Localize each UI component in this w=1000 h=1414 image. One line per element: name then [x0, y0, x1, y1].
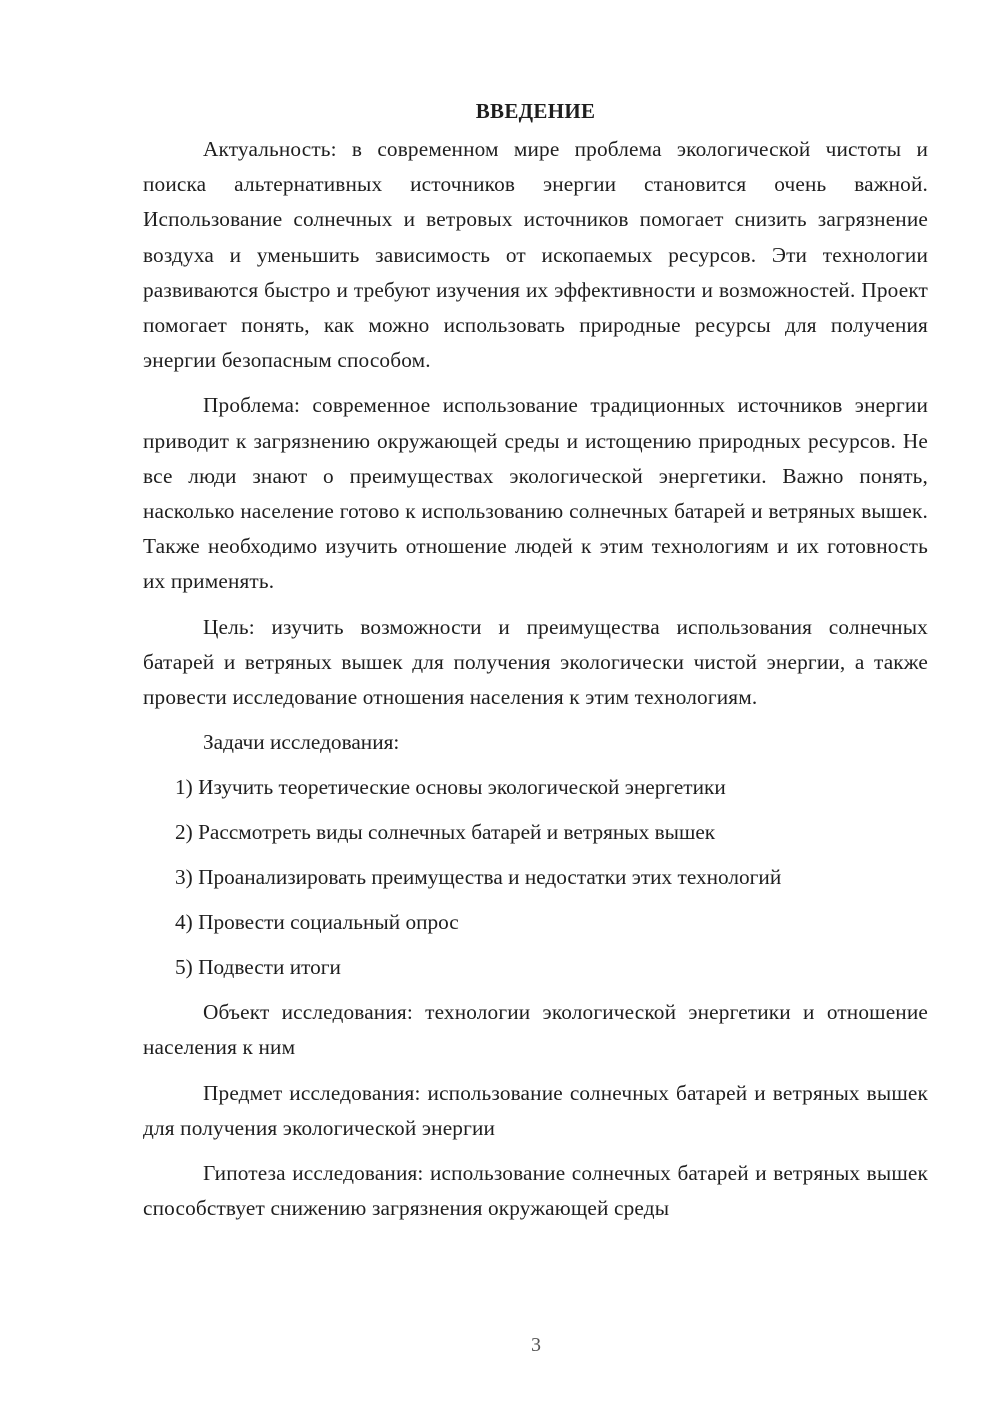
list-item: 1) Изучить теоретические основы экологической энергетики [175, 775, 726, 800]
list-item: 5) Подвести итоги [175, 955, 341, 980]
tasks-list [143, 770, 928, 985]
relevance-paragraph: Актуальность: в современном мире проблема экологической чистоты и поиска альтернативных источников энергии становится очень важной. Использование солнечных и ветровых источников помогает снизить загрязнение воздуха и уменьшить зависимость от ископаемых ресурсов. Эти технологии развиваются быстро и требуют изучения их эффективности и возможностей. Проект помогает понять, как можно использовать природные ресурсы для получения энергии безопасным способом. [143, 137, 928, 373]
list-item: 3) Проанализировать преимущества и недостатки этих технологий [175, 865, 782, 890]
goal-paragraph: Цель: изучить возможности и преимущества использования солнечных батарей и ветряных вышек для получения экологически чистой энергии, а также провести исследование отношения населения к этим технологиям. [143, 614, 928, 710]
object-paragraph: Объект исследования: технологии экологической энергетики и отношение населения к ним [143, 1000, 928, 1060]
document-page [143, 96, 928, 1236]
page-number: 3 [531, 1334, 541, 1356]
list-item: 2) Рассмотреть виды солнечных батарей и ветряных вышек [175, 820, 716, 845]
page-title: ВВЕДЕНИЕ [475, 99, 596, 123]
list-item: 4) Провести социальный опрос [175, 910, 459, 935]
problem-paragraph: Проблема: современное использование традиционных источников энергии приводит к загрязнению окружающей среды и истощению природных ресурсов. Не все люди знают о преимуществах экологической энергетики. Важно понять, насколько население готово к использованию солнечных батарей и ветряных вышек. Также необходимо изучить отношение людей к этим технологиям и их готовность их применять. [143, 393, 928, 594]
subject-paragraph: Предмет исследования: использование солнечных батарей и ветряных вышек для получения экологической энергии [143, 1080, 928, 1140]
tasks-heading: Задачи исследования: [203, 730, 400, 755]
hypothesis-paragraph: Гипотеза исследования: использование солнечных батарей и ветряных вышек способствует снижению загрязнения окружающей среды [143, 1161, 928, 1221]
